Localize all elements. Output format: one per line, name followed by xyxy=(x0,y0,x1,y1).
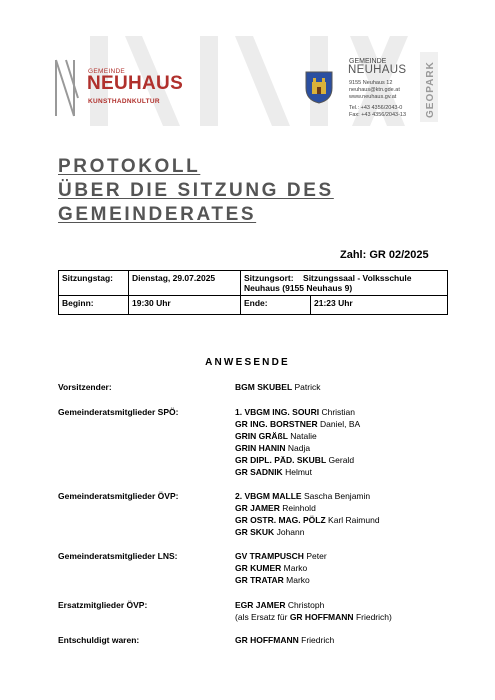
crest-icon xyxy=(304,70,334,104)
member-list xyxy=(235,550,327,586)
member-name: Daniel, BA xyxy=(320,419,361,429)
member-name: Marko xyxy=(283,563,308,573)
svg-text:GEOPARK: GEOPARK xyxy=(425,61,436,118)
substitute-note-prefix: (als Ersatz für xyxy=(235,612,288,622)
session-place-value-2: Neuhaus (9155 Neuhaus 9) xyxy=(244,283,353,293)
member-title: GV TRAMPUSCH xyxy=(235,551,304,561)
member-name: Karl Raimund xyxy=(328,515,380,525)
logo-small-text: GEMEINDE xyxy=(88,68,126,75)
member-title: GR TRATAR xyxy=(235,575,284,585)
group-label-oevp: Gemeinderatsmitglieder ÖVP: xyxy=(58,491,179,501)
member-name: Friedrich xyxy=(301,635,335,645)
logo-mark-icon xyxy=(52,58,80,118)
title-line-2: ÜBER DIE SITZUNG DES xyxy=(58,180,334,201)
session-place-label: Sitzungsort: xyxy=(244,273,294,283)
member-name: Sascha Benjamin xyxy=(303,491,371,501)
attendees-heading: ANWESENDE xyxy=(205,357,290,368)
member-title: GRIN GRÄßL xyxy=(235,431,288,441)
session-day-value: Dienstag, 29.07.2025 xyxy=(129,271,241,296)
geopark-icon xyxy=(420,52,438,122)
member-title: GR SKUK xyxy=(235,527,275,537)
document-number: Zahl: GR 02/2025 xyxy=(340,249,429,261)
member-name: Johann xyxy=(276,527,305,537)
group-label-substitutes: Ersatzmitglieder ÖVP: xyxy=(58,600,148,610)
member-title: 1. VBGM ING. SOURI xyxy=(235,407,320,417)
substitute-note-title: GR HOFFMANN xyxy=(289,612,354,622)
group-label-excused: Entschuldigt waren: xyxy=(58,635,140,645)
member-name: Patrick xyxy=(294,382,321,392)
session-end-value: 21:23 Uhr xyxy=(311,296,448,315)
member-title: GRIN HANIN xyxy=(235,443,286,453)
group-label-spoe: Gemeinderatsmitglieder SPÖ: xyxy=(58,407,179,417)
member-list xyxy=(235,634,334,646)
member-list xyxy=(235,599,392,623)
session-row xyxy=(59,271,448,296)
logo-tagline: KUNSTHADNKULTUR xyxy=(88,98,160,105)
member-name: Helmut xyxy=(285,467,313,477)
group-label-chair: Vorsitzender: xyxy=(58,382,112,392)
member-name: Gerald xyxy=(328,455,355,465)
member-title: 2. VBGM MALLE xyxy=(235,491,302,501)
member-title: GR SADNIK xyxy=(235,467,283,477)
contact-address: 9155 Neuhaus 12 xyxy=(349,80,393,86)
substitute-note-suffix: Friedrich) xyxy=(355,612,392,622)
session-start-label: Beginn: xyxy=(59,296,129,315)
session-place-cell xyxy=(241,271,448,296)
member-name: Christoph xyxy=(287,600,325,610)
member-name: Peter xyxy=(306,551,327,561)
member-name: Reinhold xyxy=(282,503,316,513)
session-end-label: Ende: xyxy=(241,296,311,315)
session-table xyxy=(58,270,448,315)
session-place-value: Sitzungssaal - Volksschule xyxy=(303,273,412,283)
contact-web: www.neuhaus.gv.at xyxy=(349,94,397,100)
member-title: GR KUMER xyxy=(235,563,282,573)
contact-small-text: GEMEINDE xyxy=(349,58,387,65)
member-name: Marko xyxy=(286,575,310,585)
session-start-value: 19:30 Uhr xyxy=(129,296,241,315)
session-row xyxy=(59,296,448,315)
member-title: GR ING. BORSTNER xyxy=(235,419,318,429)
member-title: GR HOFFMANN xyxy=(235,635,299,645)
contact-email: neuhaus@ktn.gde.at xyxy=(349,87,400,93)
member-list xyxy=(235,381,321,393)
title-line-1: PROTOKOLL xyxy=(58,156,201,177)
member-title: GR JAMER xyxy=(235,503,280,513)
member-title: GR DIPL. PÄD. SKUBL xyxy=(235,455,327,465)
group-label-lns: Gemeinderatsmitglieder LNS: xyxy=(58,551,178,561)
member-list xyxy=(235,406,360,478)
member-name: Christian xyxy=(321,407,355,417)
member-title: BGM SKUBEL xyxy=(235,382,293,392)
title-line-3: GEMEINDERATES xyxy=(58,204,257,225)
member-name: Natalie xyxy=(290,431,317,441)
member-name: Nadja xyxy=(287,443,311,453)
member-list xyxy=(235,490,380,538)
logo-name: NEUHAUS xyxy=(87,73,184,94)
session-day-label: Sitzungstag: xyxy=(59,271,129,296)
contact-fax: Fax: +43 4356/2043-13 xyxy=(349,112,407,118)
member-title: EGR JAMER xyxy=(235,600,286,610)
member-title: GR OSTR. MAG. PÖLZ xyxy=(235,515,326,525)
contact-name: NEUHAUS xyxy=(348,64,407,76)
contact-tel: Tel.: +43 4356/2043-0 xyxy=(349,105,403,111)
